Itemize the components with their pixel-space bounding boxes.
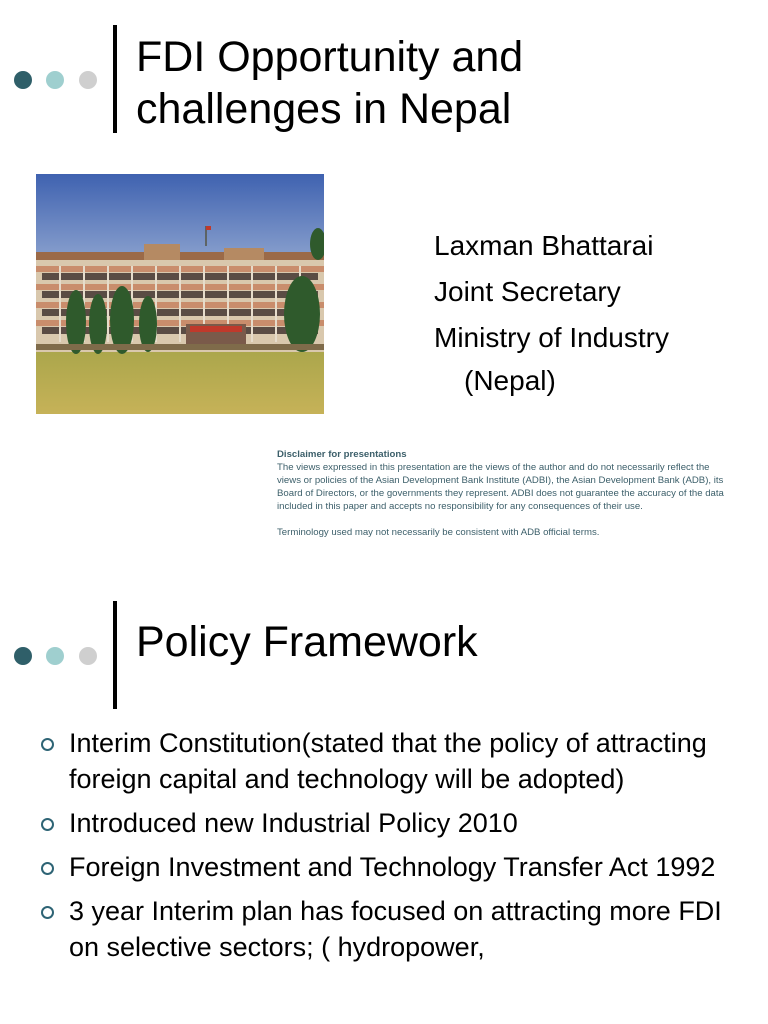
slide-2-title: Policy Framework <box>136 618 478 666</box>
title-divider <box>113 601 117 709</box>
bullet-text: 3 year Interim plan has focused on attracting more FDI on selective sectors; ( hydropower, <box>69 896 722 962</box>
bullet-circle-icon <box>41 818 54 831</box>
list-item <box>40 805 750 841</box>
disclaimer-note: Terminology used may not necessarily be consistent with ADB official terms. <box>277 527 600 538</box>
bullet-text: Interim Constitution(stated that the policy of attracting foreign capital and technology will be adopted) <box>69 728 707 794</box>
author-block <box>434 226 669 404</box>
bullet-circle-icon <box>41 906 54 919</box>
decor-dot-dark <box>14 71 32 89</box>
disclaimer-body: The views expressed in this presentation are the views of the author and do not necessarily reflect the views or policies of the Asian Development Bank Institute (ADBI), the Asian Development Bank (ADB), its Board of Directors, or the governments they represent. ADBI does not guarantee the accuracy of the data included in this paper and accepts no responsibility for any consequences of their use. <box>277 462 724 512</box>
title-divider <box>113 25 117 133</box>
bullet-text: Foreign Investment and Technology Transfer Act 1992 <box>69 852 716 882</box>
author-name: Laxman Bhattarai <box>434 230 654 261</box>
decor-dot-light <box>79 71 97 89</box>
author-country: (Nepal) <box>464 365 556 396</box>
decor-dot-mid <box>46 647 64 665</box>
bullet-text: Introduced new Industrial Policy 2010 <box>69 808 518 838</box>
list-item <box>40 849 750 885</box>
title-line-1: FDI Opportunity and <box>136 33 524 81</box>
list-item <box>40 725 750 797</box>
list-item <box>40 893 750 965</box>
title-line-2: challenges in Nepal <box>136 85 512 133</box>
ministry-building-photo <box>36 174 324 414</box>
disclaimer-heading: Disclaimer for presentations <box>277 449 407 460</box>
author-organization: Ministry of Industry <box>434 322 669 353</box>
disclaimer <box>277 448 735 539</box>
policy-bullet-list <box>40 725 750 973</box>
bullet-circle-icon <box>41 862 54 875</box>
decor-dot-light <box>79 647 97 665</box>
decor-dot-dark <box>14 647 32 665</box>
decor-dot-mid <box>46 71 64 89</box>
bullet-circle-icon <box>41 738 54 751</box>
slide-1-title <box>136 31 523 135</box>
author-position: Joint Secretary <box>434 276 621 307</box>
